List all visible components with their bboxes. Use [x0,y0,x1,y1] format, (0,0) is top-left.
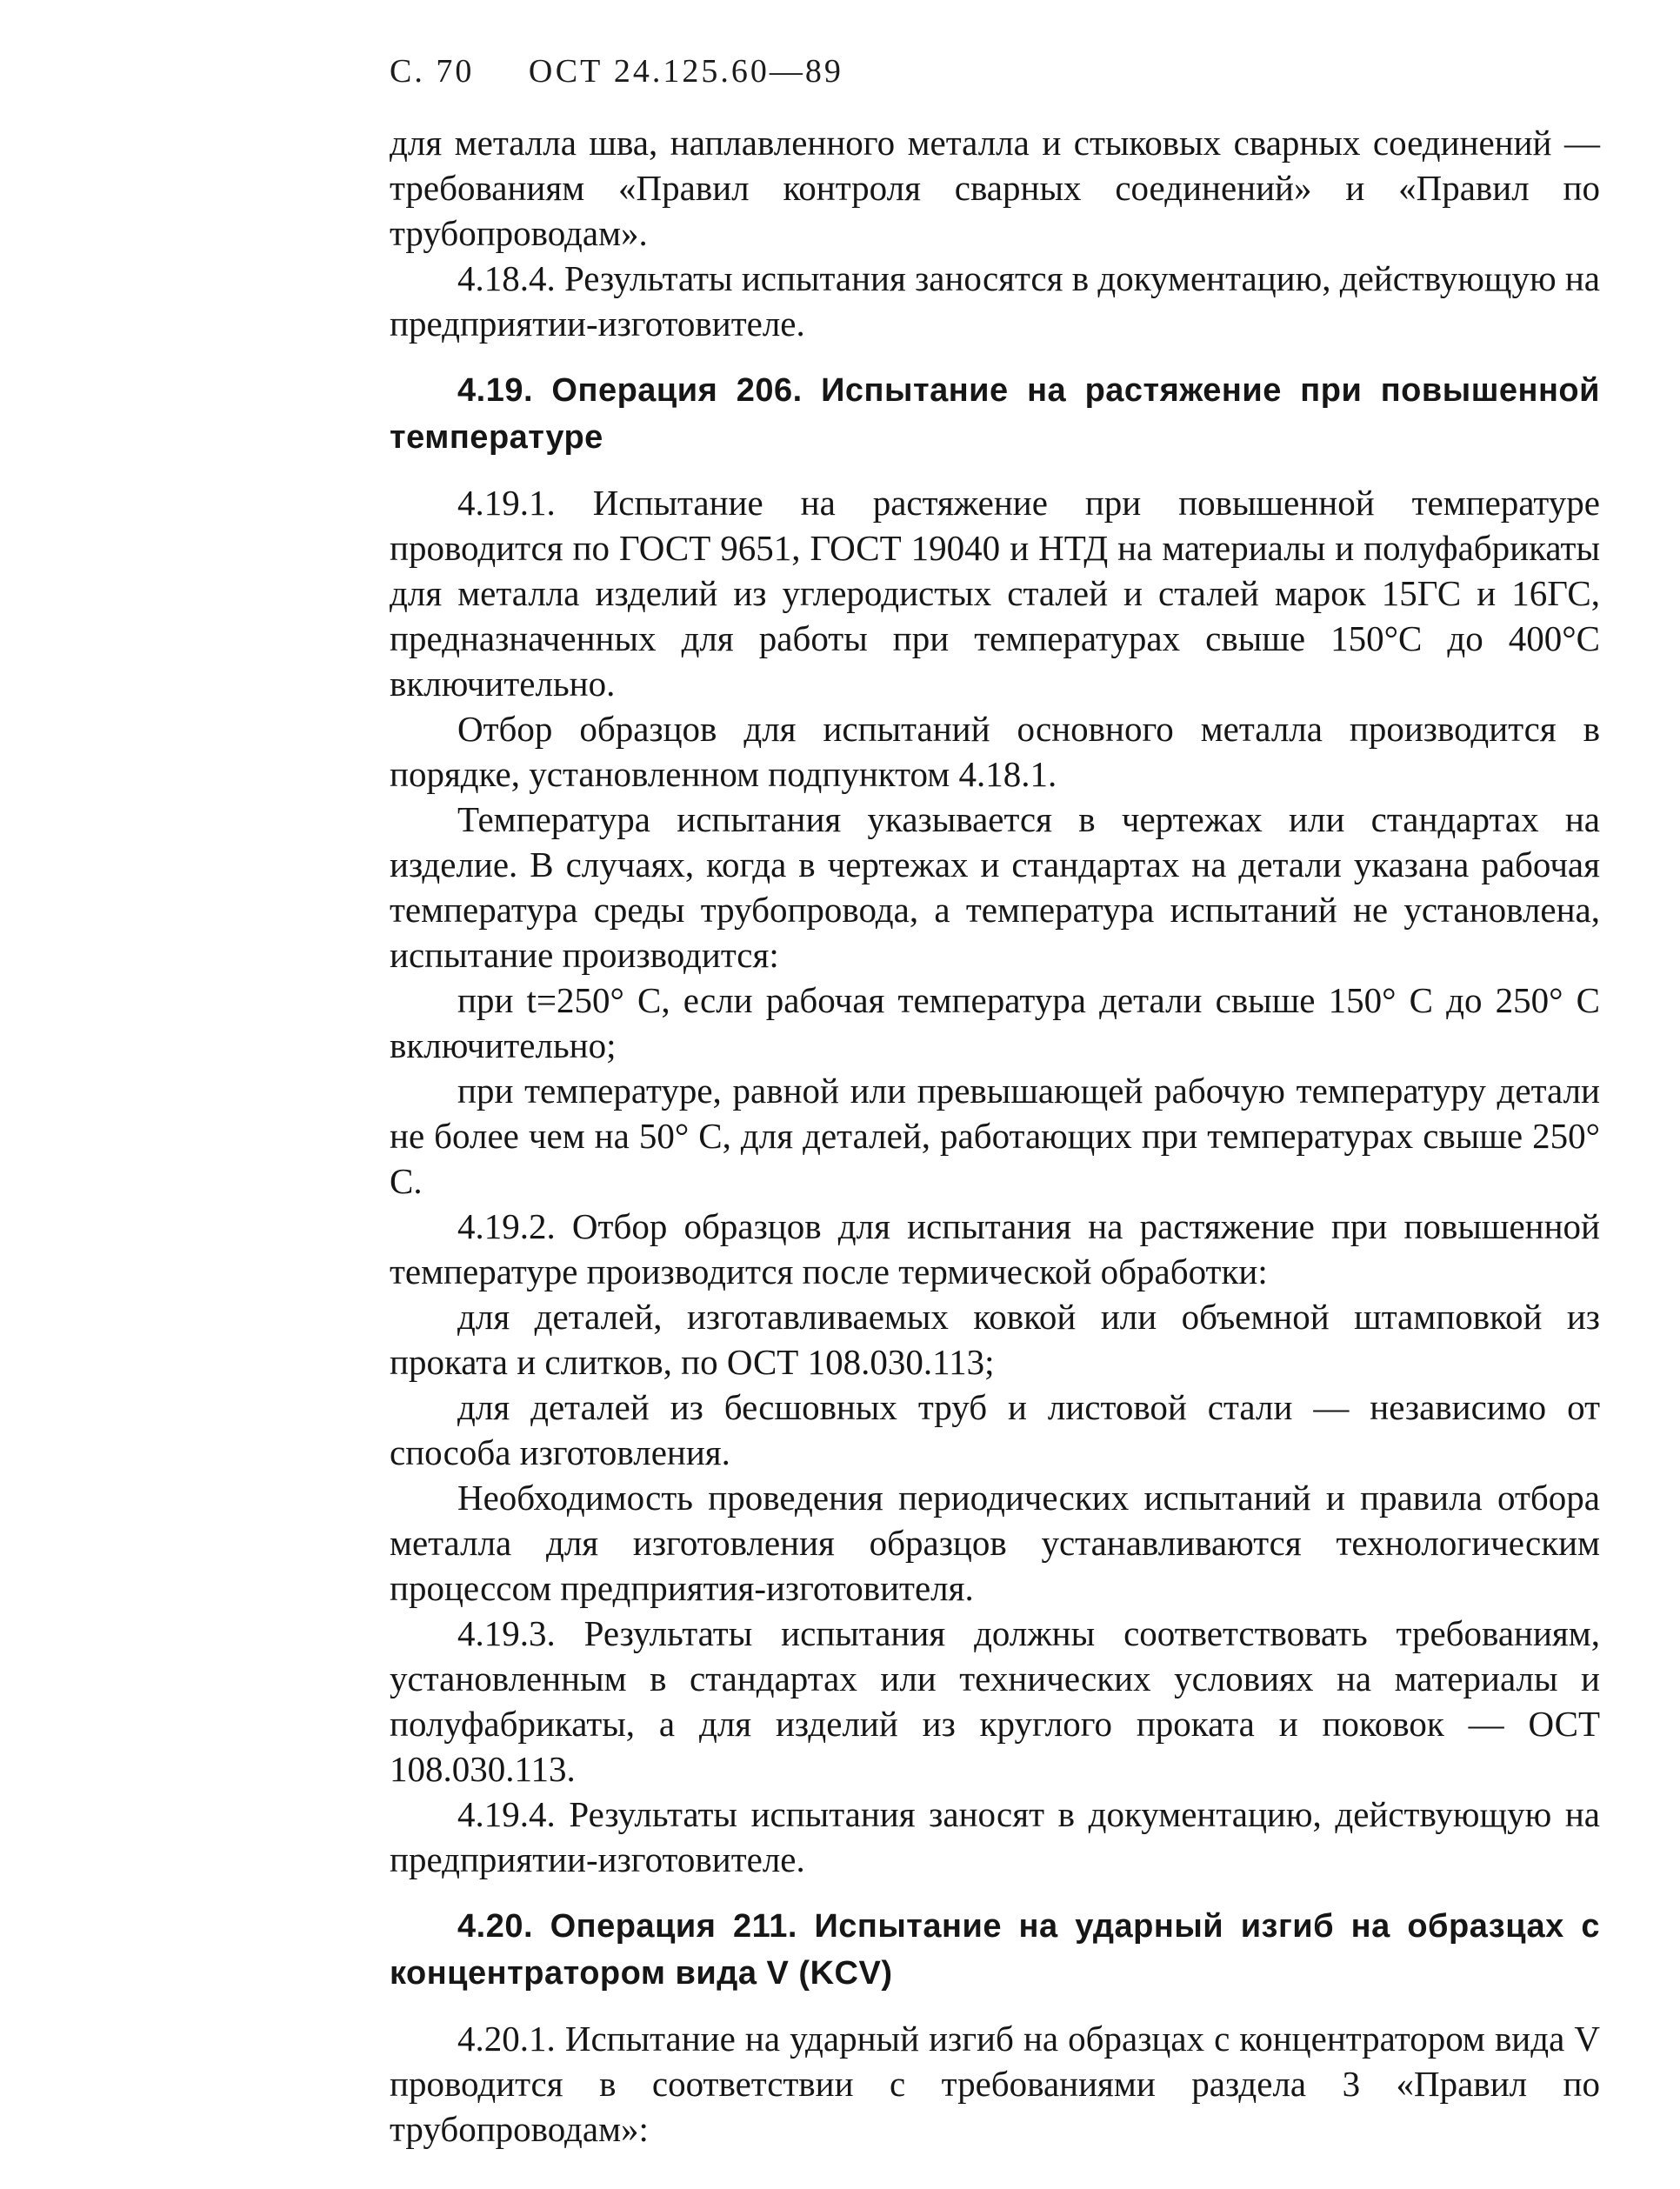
section-heading-4-19: 4.19. Операция 206. Испытание на растяжение при повышенной температуре [390,372,1600,456]
paragraph-4-19-2: 4.19.2. Отбор образцов для испытания на растяжение при повышенной температуре производится после термической обработки: [390,1206,1600,1291]
paragraph-forged-parts: для деталей, изготавливаемых ковкой или объемной штамповкой из проката и слитков, по ОСТ 108.030.113; [390,1297,1600,1382]
paragraph-4-19-1: 4.19.1. Испытание на растяжение при повышенной температуре проводится по ГОСТ 9651, ГОСТ 19040 и НТД на материалы и полуфабрикаты для металла изделий из углеродистых сталей и сталей марок 15ГС и 16ГС, предназначенных для работы при температурах свыше 150°С до 400°С включительно. [390,483,1600,704]
document-code: ОСТ 24.125.60—89 [528,53,843,90]
section-heading-4-20: 4.20. Операция 211. Испытание на ударный изгиб на образцах с концентратором вида V (KCV) [390,1908,1600,1992]
paragraph-seamless-pipes: для деталей из бесшовных труб и листовой стали — независимо от способа изготовления. [390,1387,1600,1472]
paragraph-4-20-1: 4.20.1. Испытание на ударный изгиб на образцах с концентратором вида V проводится в соответствии с требованиями раздела 3 «Правил по трубопроводам»: [390,2019,1600,2149]
paragraph-continuation: для металла шва, наплавленного металла и стыковых сварных соединений — требованиям «Правил контроля сварных соединений» и «Правил по трубопроводам». [390,123,1600,253]
paragraph-sampling: Отбор образцов для испытаний основного металла производится в порядке, установленном подпунктом 4.18.1. [390,709,1600,794]
paragraph-periodic-tests: Необходимость проведения периодических испытаний и правила отбора металла для изготовления образцов устанавливаются технологическим процессом предприятия-изготовителя. [390,1478,1600,1608]
paragraph-case-250: при t=250° С, если рабочая температура детали свыше 150° С до 250° С включительно; [390,980,1600,1065]
paragraph-4-19-3: 4.19.3. Результаты испытания должны соответствовать требованиям, установленным в стандартах или технических условиях на материалы и полуфабрикаты, а для изделий из круглого проката и поковок — ОСТ 108.030.113. [390,1613,1600,1789]
paragraph-test-temperature: Температура испытания указывается в чертежах или стандартах на изделие. В случаях, когда в чертежах и стандартах на детали указана рабочая температура среды трубопровода, а температура испытаний не установлена, испытание производится: [390,799,1600,975]
page-number: С. 70 [390,53,475,90]
document-body [390,120,1600,2152]
page-header [390,52,843,90]
paragraph-case-above-250: при температуре, равной или превышающей рабочую температуру детали не более чем на 50° С, для деталей, работающих при температурах свыше 250° С. [390,1071,1600,1201]
paragraph-4-19-4: 4.19.4. Результаты испытания заносят в документацию, действующую на предприятии-изготовителе. [390,1794,1600,1879]
paragraph-4-18-4: 4.18.4. Результаты испытания заносятся в документацию, действующую на предприятии-изготовителе. [390,258,1601,344]
